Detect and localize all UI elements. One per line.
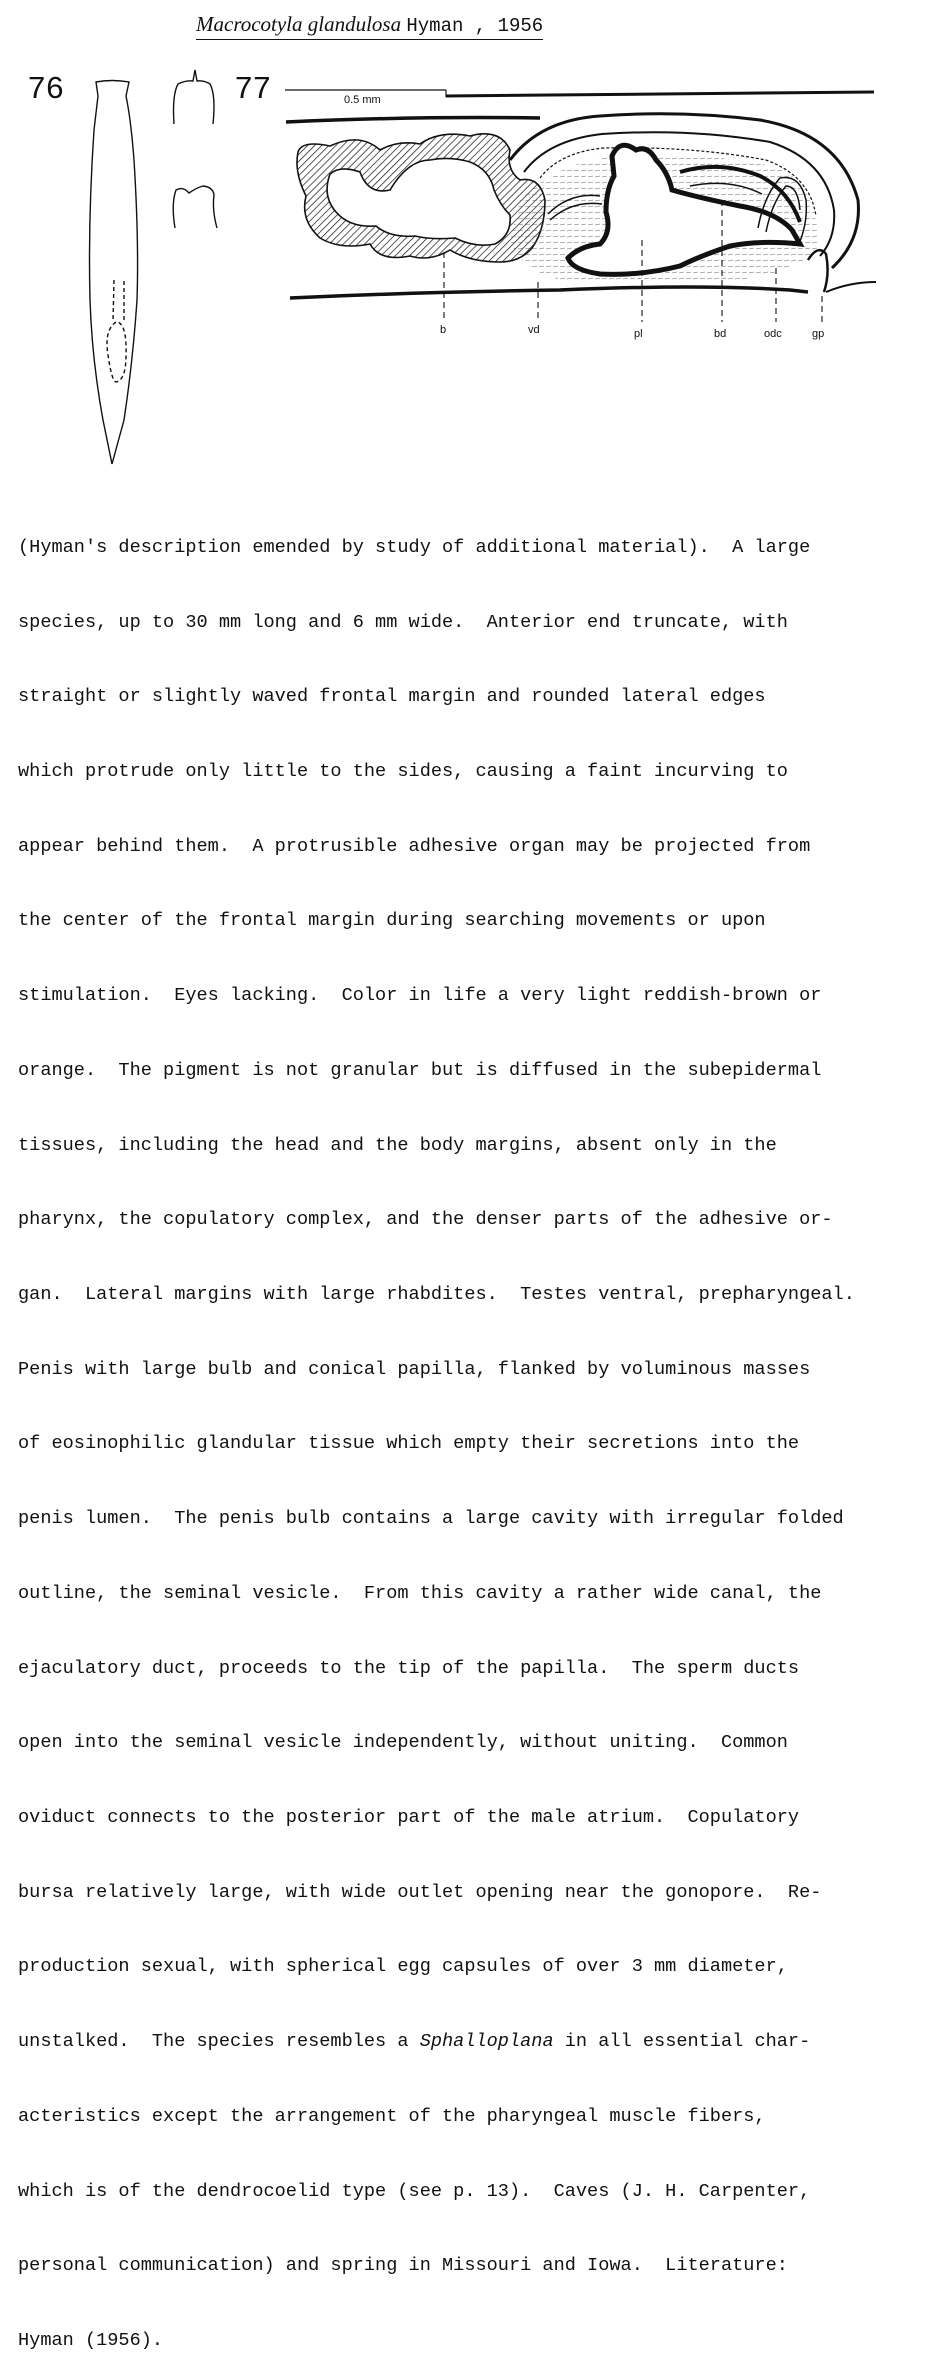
label-bd: bd <box>714 328 727 340</box>
description-line: gan. Lateral margins with large rhabdites. Testes ventral, prepharyngeal. <box>18 1284 855 1305</box>
description-line: production sexual, with spherical egg capsules of over 3 mm diameter, <box>18 1956 788 1978</box>
label-pl: pl <box>634 328 643 340</box>
species-description <box>18 486 943 2379</box>
label-b: b <box>440 324 447 336</box>
scale-bar-label: 0.5 mm <box>344 94 381 106</box>
sagittal-section <box>286 92 876 298</box>
description-line: appear behind them. A protrusible adhesive organ may be projected from <box>18 835 811 857</box>
genus-name: Sphalloplana <box>419 2031 554 2053</box>
description-line: penis lumen. The penis bulb contains a large cavity with irregular folded <box>18 1508 844 1530</box>
description-line: species, up to 30 mm long and 6 mm wide. Anterior end truncate, with <box>18 611 788 633</box>
figure-77-number: 77 <box>235 70 272 105</box>
species-authority: Hyman , 1956 <box>406 15 544 37</box>
label-odc: odc <box>764 328 782 340</box>
label-vd: vd <box>528 324 540 336</box>
description-line: of eosinophilic glandular tissue which empty their secretions into the <box>18 1433 800 1455</box>
description-line: straight or slightly waved frontal margin and rounded lateral edges <box>18 686 766 708</box>
description-line: ejaculatory duct, proceeds to the tip of the papilla. The sperm ducts <box>18 1657 800 1679</box>
description-line: bursa relatively large, with wide outlet opening near the gonopore. Re- <box>18 1881 822 1903</box>
description-line: orange. The pigment is not granular but is diffused in the subepidermal <box>18 1059 822 1081</box>
species-name: Macrocotyla glandulosa <box>196 12 402 36</box>
description-line: tissues, including the head and the body margins, absent only in the <box>18 1134 777 1156</box>
description-line: the center of the frontal margin during searching movements or upon <box>18 910 766 932</box>
figure-76-body-outline <box>90 81 138 465</box>
description-line: open into the seminal vesicle independently, without uniting. Common <box>18 1732 788 1754</box>
description-line: which is of the dendrocoelid type (see p. 13). Caves (J. H. Carpenter, <box>18 2180 811 2202</box>
figure-illustrations <box>0 0 948 480</box>
figure-76-number: 76 <box>28 70 65 105</box>
description-line: which protrude only little to the sides, causing a faint incurving to <box>18 760 788 782</box>
label-gp: gp <box>812 328 825 340</box>
description-line: pharynx, the copulatory complex, and the denser parts of the adhesive or- <box>18 1209 833 1231</box>
description-line: unstalked. The species resembles a Sphalloplana in all essential char- <box>18 2031 811 2053</box>
description-line: Hyman (1956). <box>18 2330 164 2352</box>
description-line: Penis with large bulb and conical papilla, flanked by voluminous masses <box>18 1358 811 1380</box>
description-line: stimulation. Eyes lacking. Color in life a very light reddish-brown or <box>18 985 822 1007</box>
description-line: oviduct connects to the posterior part of the male atrium. Copulatory <box>18 1807 800 1829</box>
description-line: acteristics except the arrangement of the pharyngeal muscle fibers, <box>18 2105 766 2127</box>
glandular-tissue-mass <box>297 134 545 262</box>
description-line: outline, the seminal vesicle. From this cavity a rather wide canal, the <box>18 1582 822 1604</box>
head-sketch-truncate <box>173 186 217 228</box>
head-sketch-protruded <box>174 70 215 124</box>
description-line: (Hyman's description emended by study of additional material). A large <box>18 536 811 558</box>
description-line: personal communication) and spring in Missouri and Iowa. Literature: <box>18 2255 788 2277</box>
